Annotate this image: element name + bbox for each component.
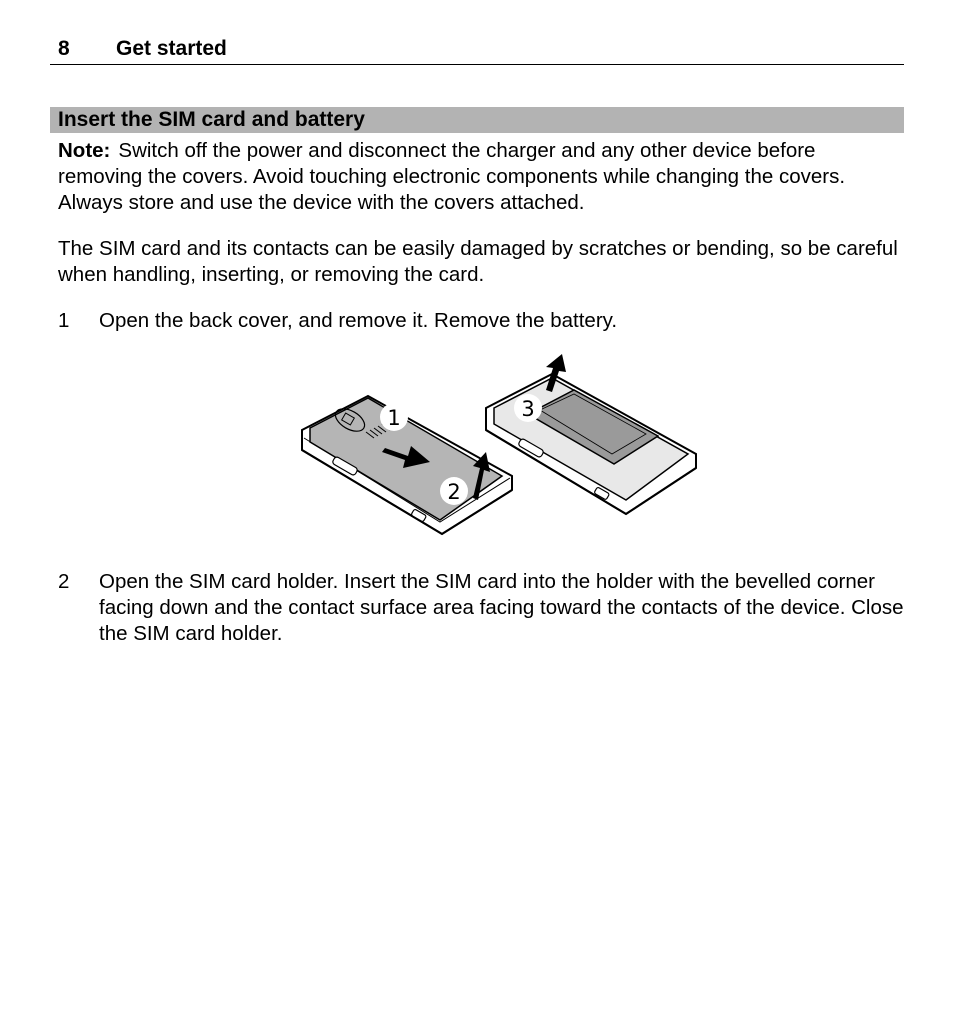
callout-label-3: 3: [521, 397, 535, 421]
page-header: [50, 34, 904, 65]
caution-paragraph: The SIM card and its contacts can be easily damaged by scratches or bending, so be careful when handling, inserting, or removing the card.: [58, 237, 898, 286]
note-text: Switch off the power and disconnect the charger and any other device before removing the covers. Avoid touching electronic components while changing the covers. Always store and use the device with the covers attached.: [58, 139, 846, 214]
callout-3: [514, 394, 542, 422]
section-heading-bar: [50, 107, 904, 133]
phone-without-cover: [486, 374, 696, 514]
callout-label-1: 1: [387, 406, 401, 430]
chapter-title: Get started: [116, 37, 227, 60]
step-text: Open the SIM card holder. Insert the SIM card into the holder with the bevelled corner facing down and the contact surface area facing toward the contacts of the device. Close the SIM card holder.: [99, 570, 904, 645]
step-number: 1: [58, 309, 70, 332]
note-label: Note:: [58, 139, 111, 162]
callout-1: [380, 403, 408, 431]
section-title: Insert the SIM card and battery: [58, 108, 365, 131]
page-number: 8: [58, 37, 70, 60]
battery-removal-illustration: [290, 350, 710, 545]
step-number: 2: [58, 570, 70, 593]
callout-2: [440, 477, 468, 505]
callout-label-2: 2: [447, 480, 461, 504]
step-text: Open the back cover, and remove it. Remove the battery.: [99, 309, 618, 332]
note-paragraph: [58, 138, 904, 216]
